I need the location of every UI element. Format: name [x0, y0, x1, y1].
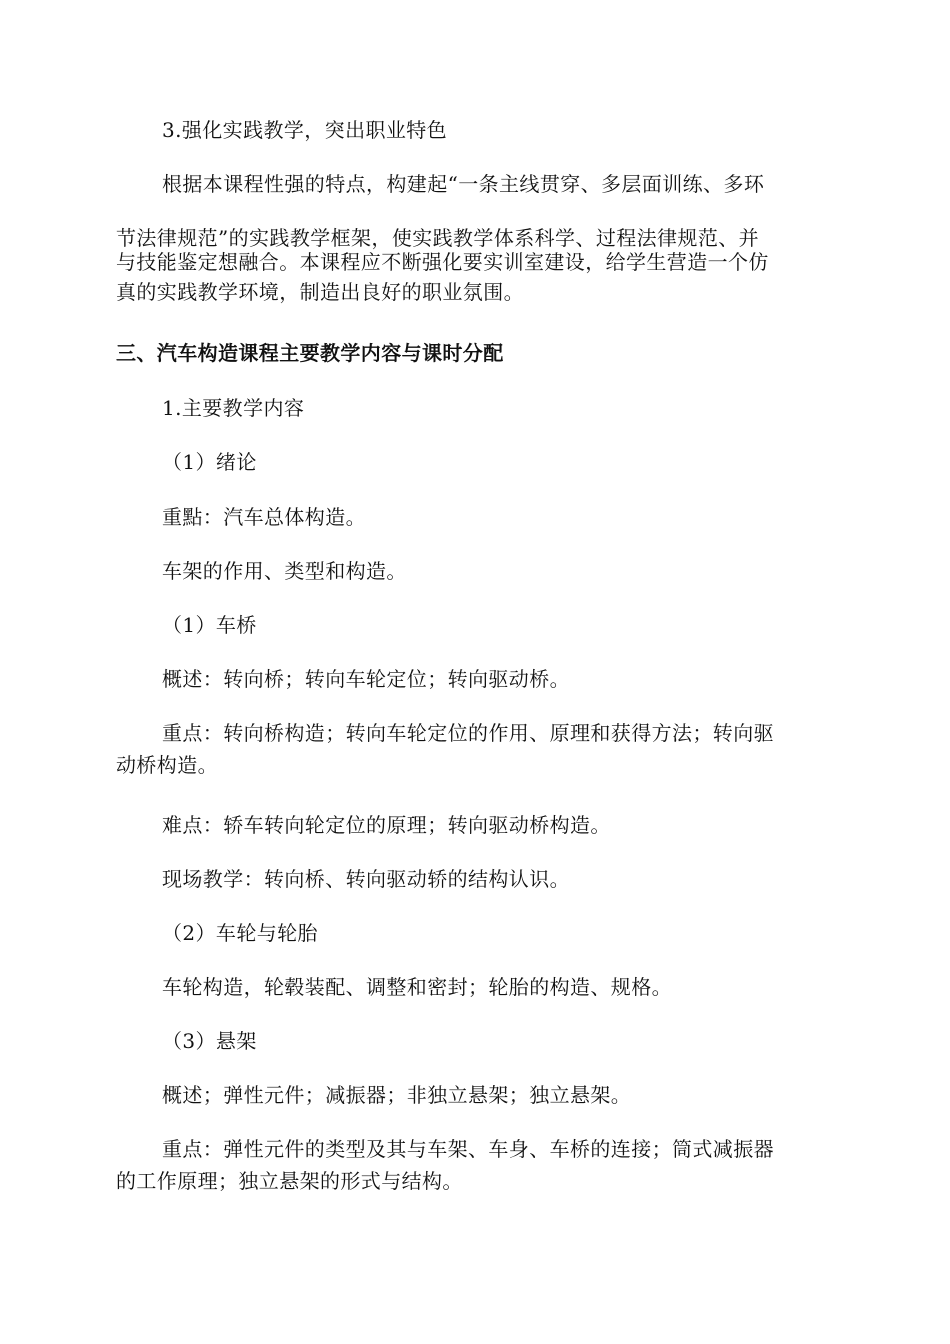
- paragraph-line: 节法律规范”的实践教学框架，使实践教学体系科学、过程法律规范、并: [116, 226, 760, 250]
- frame-line: 车架的作用、类型和构造。: [162, 559, 407, 583]
- suspension-key-point-cont: 的工作原理；独立悬架的形式与结构。: [116, 1169, 463, 1193]
- paragraph-line: 根据本课程性强的特点，构建起“一条主线贯穿、多层面训练、多环: [162, 172, 765, 196]
- intro-key-point: 重點：汽车总体构造。: [162, 505, 366, 529]
- axle-key-point: 重点：转向桥构造；转向车轮定位的作用、原理和获得方法；转向驱: [162, 721, 774, 745]
- suspension-overview: 概述；弹性元件；减振器；非独立悬架；独立悬架。: [162, 1083, 632, 1107]
- axle-overview: 概述：转向桥；转向车轮定位；转向驱动桥。: [162, 667, 570, 691]
- section-title: 三、汽车构造课程主要教学内容与课时分配: [116, 341, 504, 365]
- axle-key-point-cont: 动桥构造。: [116, 753, 218, 777]
- subheading-practice: 3.强化实践教学，突出职业特色: [162, 118, 448, 142]
- suspension-key-point: 重点：弹性元件的类型及其与车架、车身、车桥的连接；筒式减振器: [162, 1137, 774, 1161]
- item-wheel: （2）车轮与轮胎: [162, 921, 318, 945]
- item-suspension: （3）悬架: [162, 1029, 257, 1053]
- item-intro: （1）绪论: [162, 450, 257, 474]
- paragraph-line: 真的实践教学环境，制造出良好的职业氛围。: [116, 280, 524, 304]
- item-axle: （1）车桥: [162, 613, 257, 637]
- wheel-content: 车轮构造，轮毂装配、调整和密封；轮胎的构造、规格。: [162, 975, 672, 999]
- axle-difficulty: 难点：轿车转向轮定位的原理；转向驱动桥构造。: [162, 813, 611, 837]
- subheading-main-content: 1.主要教学内容: [162, 396, 305, 420]
- axle-onsite-teaching: 现场教学：转向桥、转向驱动轿的结构认识。: [162, 867, 570, 891]
- paragraph-line: 与技能鉴定想融合。本课程应不断强化要实训室建设，给学生营造一个仿: [116, 250, 769, 274]
